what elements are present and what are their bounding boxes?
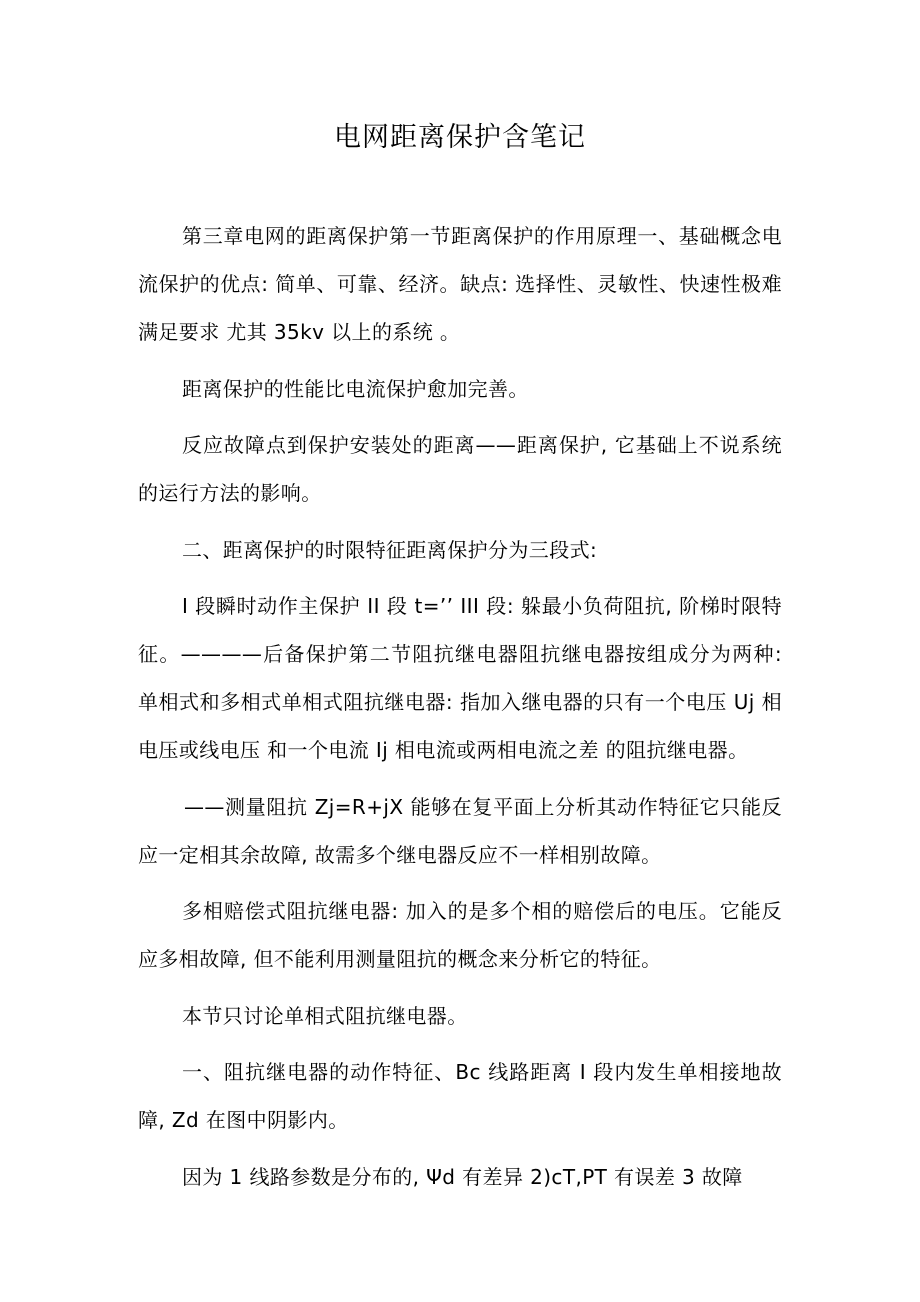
paragraph-8: 本节只讨论单相式阻抗继电器。 <box>182 1003 468 1028</box>
document-body <box>138 212 782 1209</box>
document-title: 电网距离保护含笔记 <box>334 122 586 153</box>
paragraph-4: 二、距离保护的时限特征距离保护分为三段式: <box>182 537 598 562</box>
paragraph-10: 因为 1 线路参数是分布的, Ψd 有差异 2)cT,PT 有误差 3 故障 <box>182 1164 743 1189</box>
paragraph-7: 多相赔偿式阻抗继电器: 加入的是多个相的赔偿后的电压。它能反应多相故障, 但不能利用测量阻抗的概念来分析它的特征。 <box>138 899 782 971</box>
paragraph-6: ——测量阻抗 Zj=R+jX 能够在复平面上分析其动作特征它只能反应一定相其余故障, 故需多个继电器反应不一样相别故障。 <box>138 794 782 867</box>
paragraph-5: I 段瞬时动作主保护 II 段 t=’’ III 段: 躲最小负荷阻抗, 阶梯时限特征。————后备保护第二节阻抗继电器阻抗继电器按组成分为两种: 单相式和多相式单相式阻抗继电器: 指加入继电器的只有一个电压 Uj 相电压或线电压 和一个电流 Ij 相电流或两相电流之差 的阻抗继电器。 <box>138 594 782 762</box>
paragraph-3: 反应故障点到保护安装处的距离——距离保护, 它基础上不说系统的运行方法的影响。 <box>138 433 782 505</box>
paragraph-2: 距离保护的性能比电流保护愈加完善。 <box>182 376 529 401</box>
paragraph-9: 一、阻抗继电器的动作特征、Bc 线路距离 I 段内发生单相接地故障, Zd 在图中阴影内。 <box>138 1060 782 1132</box>
paragraph-1: 第三章电网的距离保护第一节距离保护的作用原理一、基础概念电流保护的优点: 简单、可靠、经济。缺点: 选择性、灵敏性、快速性极难满足要求 尤其 35kv 以上的系统 。 <box>138 224 782 344</box>
